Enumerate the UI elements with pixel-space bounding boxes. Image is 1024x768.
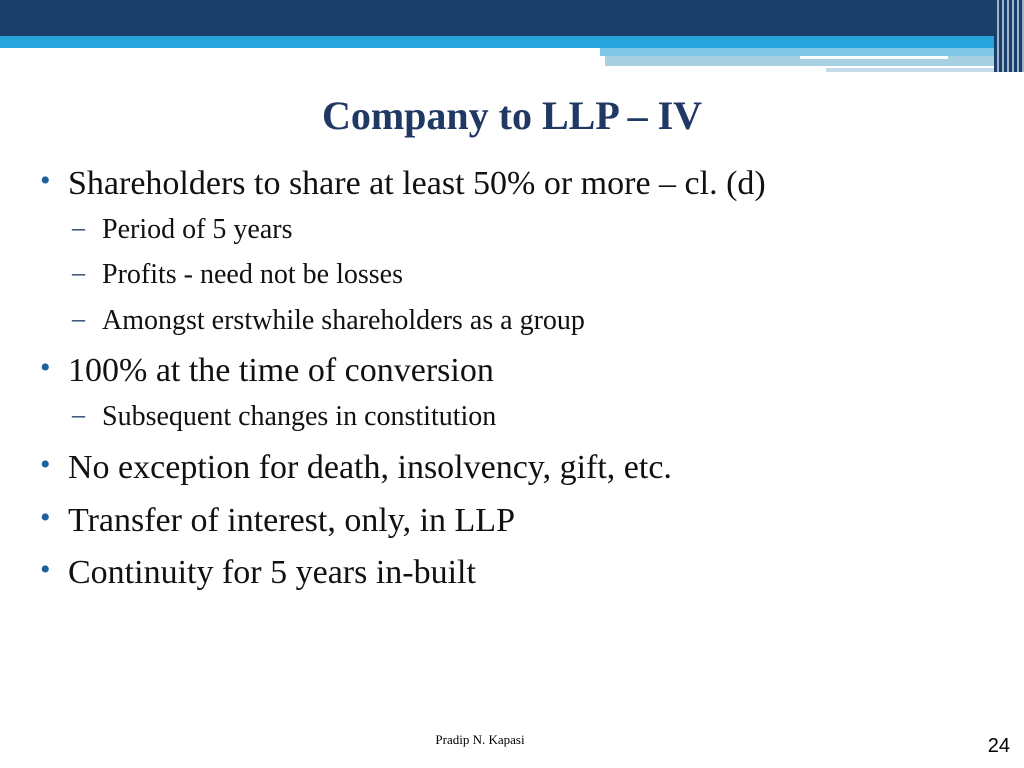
bullet-marker: • [40,351,51,384]
slide-footer: Pradip N. Kapasi [435,732,525,747]
sub-bullet-item [72,260,403,289]
bullet-text: 100% at the time of conversion [68,352,494,389]
sub-bullet-text: Period of 5 years [102,214,293,245]
header-line [826,68,1004,72]
bullet-marker: • [40,553,51,586]
bullet-marker: • [40,164,51,197]
sub-bullet-item [72,402,496,431]
sub-bullet-text: Subsequent changes in constitution [102,401,497,432]
bullet-text: No exception for death, insolvency, gift, etc. [68,449,672,486]
sub-bullet-marker: – [72,400,85,429]
bullet-marker: • [40,448,51,481]
bullet-marker: • [40,501,51,534]
sub-bullet-text: Profits - need not be losses [102,259,403,290]
bullet-item [40,353,494,388]
bullet-text: Continuity for 5 years in-built [68,554,476,591]
slide-title: Company to LLP – IV [321,93,703,138]
bullet-item [40,450,672,485]
bullet-item [40,555,476,590]
bullet-text: Shareholders to share at least 50% or more – cl. (d) [68,165,766,202]
header-line-white [800,56,948,59]
sub-bullet-marker: – [72,213,85,242]
header-band-blue [0,36,1024,48]
sub-bullet-item [72,306,585,335]
sub-bullet-text: Amongst erstwhile shareholders as a group [102,305,585,336]
header-band-light [0,48,1024,56]
header-band-dark [0,0,1024,36]
sub-bullet-marker: – [72,304,85,333]
page-number: 24 [987,735,1010,757]
bullet-item [40,503,515,538]
bullet-item [40,166,766,201]
sub-bullet-marker: – [72,258,85,287]
sub-bullet-item [72,215,293,244]
bullet-text: Transfer of interest, only, in LLP [68,502,515,539]
header-stripes [994,0,1024,72]
